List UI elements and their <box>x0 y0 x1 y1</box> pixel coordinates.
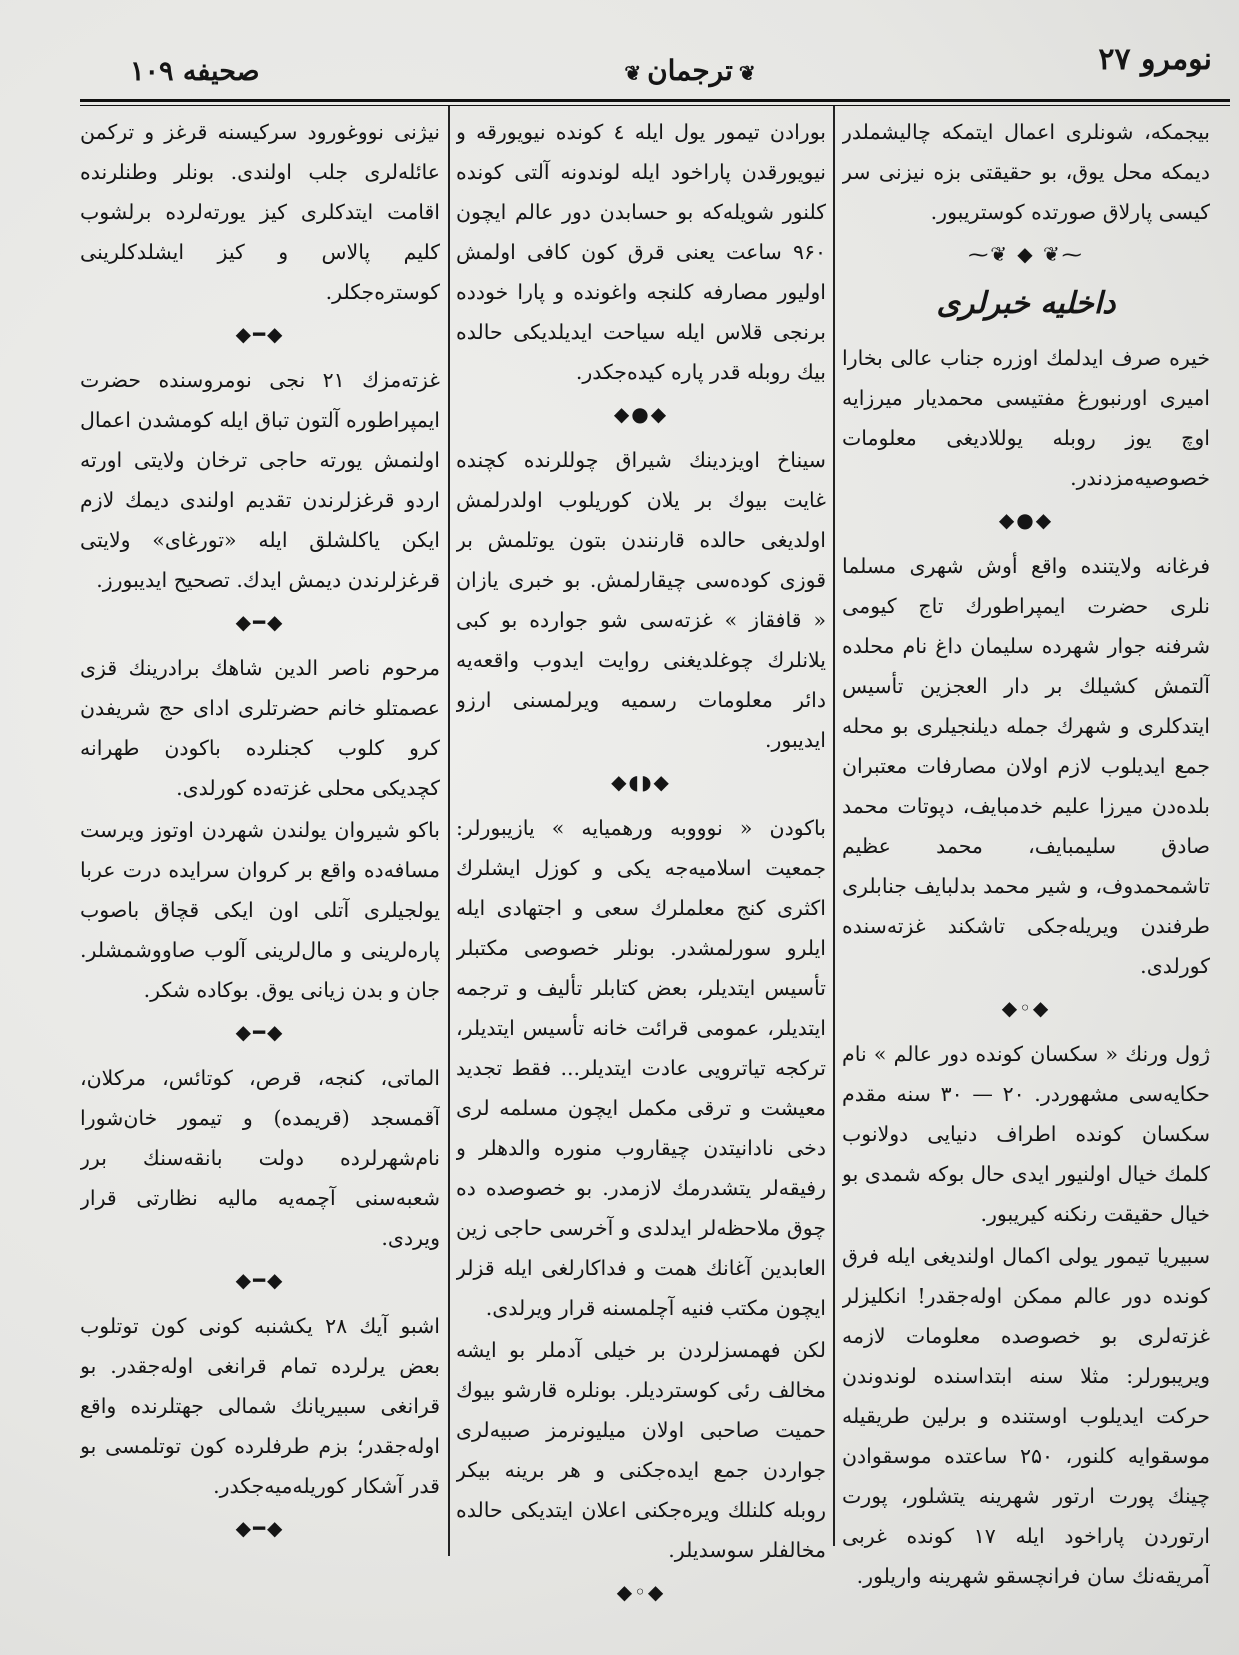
article-paragraph: بورادن تیمور یول ایله ٤ کونده نیویورقه و نیویورقدن پاراخود ایله لوندونه آلتی کونده کلنور شویله‌که بو حسابدن دور عالم ایچون ۹۶۰ ساعت یعنی قرق کون کافی اولمش اولیور مصارفه کلنجه واغونده و پارا خودده برنجی قلاس ایله سیاحت ایدیلدیکی حالده بیك روبله قدر پاره کیده‌جکدر. <box>456 120 826 384</box>
column-middle <box>456 112 826 1622</box>
issue-number: نومرو ۲۷ <box>1098 42 1212 77</box>
separator-ornament: ◆◦◆ <box>1001 996 1051 1020</box>
title-text: ترجمان <box>647 54 733 87</box>
article-paragraph: باکودن « نوووبه ورهمیایه » یازیبورلر: جمعیت اسلامیه‌جه یکی و کوزل ایشلرك اکثری کنج معلملرك سعی و اجتهادی ایله ایلرو سورلمشدر. بونلر خصوصی مکتبلر تأسیس ایتدیلر، بعض کتابلر تألیف و ترجمه ایتدیلر، عمومی قرائت خانه تأسیس ایتدیلر، ترکجه تیاترویی عادت ایتدیلر... فقط تجدید معیشت و ترقی مکمل ایچون مسلمه لری دخی نادانیتدن چیقاروب منوره والدهلر و رفیقه‌لر یتشدرمك لازمدر. بو خصوصده ده چوق ملاحظه‌لر ایدلدی و آخرسی حاجی زین العابدین آغانك همت و فداکارلغی ایله قزلر ایچون مکتب فنیه آچلمسنه قرار ویرلدی. <box>456 816 826 1320</box>
section-heading: داخلیه خبرلری <box>936 286 1116 321</box>
ornament-icon: ❦ <box>738 61 756 85</box>
separator-ornament: ◆●◆ <box>613 402 669 426</box>
separator-ornament: ◆━◆ <box>235 1020 285 1044</box>
article-paragraph: بیجمکه، شونلری اعمال ایتمکه چالیشملدر دیمکه محل یوق، بو حقیقتی بزه نیزنی سر کیسی پارلاق صورتده کوستریبور. <box>842 120 1210 224</box>
article-paragraph: مرحوم ناصر الدین شاهك برادرینك قزی عصمتلو خانم حضرتلری ادای حج شریفدن کرو کلوب کجنلرده باکودن طهرانه کچدیکی محلی غزته‌ده کورلدی. <box>80 656 440 800</box>
article-paragraph: الماتی، کنجه، قرص، کوتائس، مرکلان، آقمسجد (قریمده) و تیمور خان‌شورا نام‌شهرلرده دولت بانقه‌سنك برر شعبه‌سنی آچمه‌یه مالیه نظارتی قرار ویردی. <box>80 1066 440 1250</box>
article-paragraph: فرغانه ولایتنده واقع أوش شهری مسلما نلری حضرت ایمپراطورك تاج کیومی شرفنه جوار شهرده سلیمان داغ نام محلده آلتمش کشیلك بر دار العجزین تأسیس ایتدکلری و شهرك جمله دیلنجیلری بو محله جمع ایدیلوب لازم اولان مصارفات معتبران بلده‌دن میرزا علیم خدمبایف، دپوتات محمد صادق سلیمبایف، محمد عظیم تاشمحمدوف، و شیر محمد بدلبایف جنابلری طرفندن ویریله‌جکی تاشکند غزته‌سنده کورلدی. <box>842 554 1210 978</box>
article-paragraph: ژول ورنك « سکسان کونده دور عالم » نام حکایه‌سی مشهوردر. ۲۰ — ۳۰ سنه مقدم سکسان کونده اطراف دنیایی دولانوب کلمك خیال اولنیور ایدی حال بوکه شمدی بو خیال حقیقت رنکنه کیریبور. <box>842 1042 1210 1226</box>
page-header <box>80 34 1230 94</box>
article-paragraph: سبیریا تیمور یولی اکمال اولندیغی ایله فرق کونده دور عالم ممکن اوله‌جقدر! انکلیزلر غزته‌لری بو خصوصده معلومات لازمه ویریبورلر: مثلا سنه ابتداسنده لوندوندن حرکت ایدیلوب اوستنده و برلین طریقیله موسقوایه کلنور، ۲۵۰ ساعتده موسقوادن چینك پورت ارتور شهرینه یتشلور، پورت ارتوردن پاراخود ایله ۱۷ کونده غربی آمریقه‌نك سان فرانچسقو شهرینه واریلور. <box>842 1244 1210 1588</box>
column-divider <box>448 106 450 1556</box>
separator-ornament: ◆━◆ <box>235 1268 285 1292</box>
article-paragraph: سیناخ اویزدینك شیراق چوللرنده کچنده غایت بیوك بر یلان کوریلوب اولدرلمش اولدیغی حالده قارنندن بتون یوتلمش بر قوزی کوده‌سی چیقارلمش. بو خبری یازان « قافقاز » غزته‌سی شو جوارده بو کبی یلانلرك چوغلدیغنی روایت ایدوب واقعه‌یه دائر معلومات رسمیه ویرلمسنی ارزو ایدیبور. <box>456 448 826 752</box>
column-divider <box>833 106 835 1546</box>
newspaper-title <box>575 54 805 87</box>
separator-ornament: ◆━◆ <box>235 322 285 346</box>
article-paragraph: اشبو آیك ۲۸ یکشنبه کونی کون توتلوب بعض یرلرده تمام قرانغی اوله‌جقدر. بو قرانغی سبیریانك شمالی جهتلرنده واقع اوله‌جقدر؛ بزم طرفلرده کون توتلمسی بو قدر آشکار کوریله‌میه‌جکدر. <box>80 1314 440 1498</box>
article-paragraph: خیره صرف ایدلمك اوزره جناب عالی بخارا امیری اورنبورغ مفتیسی محمدیار میرزایه اوچ یوز روبله یوللادیغی معلومات خصوصیه‌مزدندر. <box>842 346 1210 490</box>
header-rule-thin <box>80 105 1230 106</box>
column-right <box>842 112 1210 1622</box>
article-paragraph: غزته‌مزك ۲۱ نجی نومروسنده حضرت ایمپراطوره آلتون تباق ایله کومشدن اعمال اولنمش یورته حاجی ترخان ولایتی اورته اردو قرغزلرندن تقدیم اولندی دیمك لازم ایکن یاکلشلق ایله «تورغای» ولایتی قرغزلرندن دیمش ایدك. تصحیح ایدیبورز. <box>80 368 440 592</box>
separator-ornament: ◆◦◆ <box>616 1580 666 1604</box>
article-paragraph: باکو شیروان یولندن شهردن اوتوز ویرست مسافه‌ده واقع بر کروان سرایده درت عربا یولجیلری آتلی اون ایکی قچاق باصوب پاره‌لرینی و مال‌لرینی آلوب صاووشمشلر. جان و بدن زیانی یوق. بوکاده شکر. <box>80 818 440 1002</box>
ornament-icon: ❦ <box>624 61 642 85</box>
separator-ornament: ◆━◆ <box>235 610 285 634</box>
separator-ornament: ⁓❦ ◆ ❦⁓ <box>968 242 1084 266</box>
separator-ornament: ◆◗◖◆ <box>611 770 671 794</box>
separator-ornament: ◆●◆ <box>998 508 1054 532</box>
column-left <box>80 112 440 1622</box>
page-number: صحیفه ۱۰۹ <box>130 56 260 87</box>
article-paragraph: نیژنی نووغورود سرکیسنه قرغز و ترکمن عائله‌لری جلب اولندی. بونلر وطنلرنده اقامت ایتدکلری کیز یورته‌لرده برلشوب کلیم پالاس و کیز ایشلدکلرینی کوستره‌جکلر. <box>80 120 440 304</box>
header-rule <box>80 99 1230 102</box>
article-paragraph: لکن فهمسزلردن بر خیلی آدملر بو ایشه مخالف رئی کوستردیلر. بونلره قارشو بیوك حمیت صاحبی اولان میلیونرمز صبیه‌لری جواردن جمع ایده‌جکنی و هر برینه بیکر روبله کلنلك ویره‌جکنی اعلان ایتدیکی حالده مخالفلر سوسدیلر. <box>456 1338 826 1562</box>
separator-ornament: ◆━◆ <box>235 1516 285 1540</box>
